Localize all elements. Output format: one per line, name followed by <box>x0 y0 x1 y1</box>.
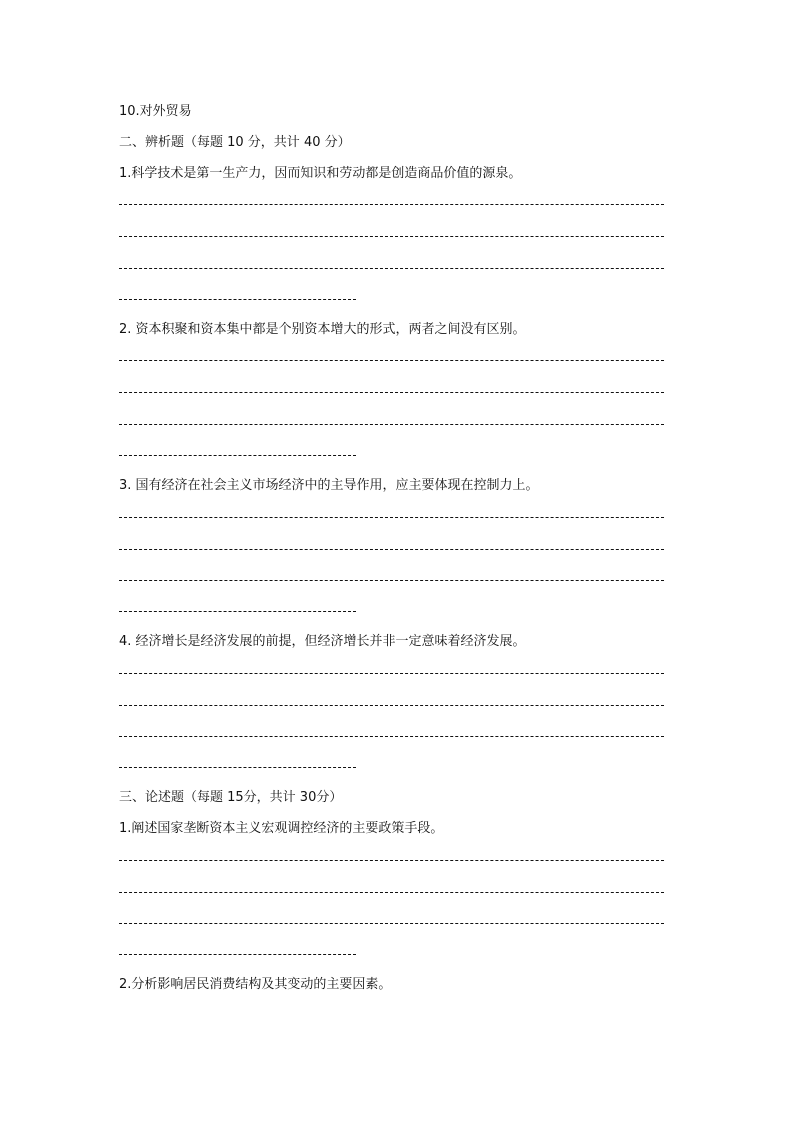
answer-line <box>119 673 664 674</box>
section-2-heading: 二、辨析题（每题 10 分，共计 40 分） <box>119 135 351 150</box>
answer-line-short <box>119 299 356 300</box>
answer-line-short <box>119 611 356 612</box>
answer-line <box>119 580 664 581</box>
item-10-foreign-trade: 10.对外贸易 <box>119 104 192 119</box>
answer-line <box>119 860 664 861</box>
s2-question-3: 3. 国有经济在社会主义市场经济中的主导作用，应主要体现在控制力上。 <box>119 478 539 493</box>
answer-line-short <box>119 455 356 456</box>
answer-line <box>119 517 664 518</box>
section-3-heading: 三、论述题（每题 15分，共计 30分） <box>119 790 343 805</box>
answer-line <box>119 549 664 550</box>
s3-question-2: 2.分析影响居民消费结构及其变动的主要因素。 <box>119 977 392 992</box>
answer-line <box>119 204 664 205</box>
answer-line-short <box>119 954 356 955</box>
answer-line-short <box>119 767 356 768</box>
answer-line <box>119 736 664 737</box>
s2-question-1: 1.科学技术是第一生产力，因而知识和劳动都是创造商品价值的源泉。 <box>119 166 522 181</box>
answer-line <box>119 268 664 269</box>
s2-question-2: 2. 资本积聚和资本集中都是个别资本增大的形式，两者之间没有区别。 <box>119 322 526 337</box>
answer-line <box>119 705 664 706</box>
answer-line <box>119 892 664 893</box>
answer-line <box>119 360 664 361</box>
answer-line <box>119 424 664 425</box>
answer-line <box>119 923 664 924</box>
answer-line <box>119 236 664 237</box>
s3-question-1: 1.阐述国家垄断资本主义宏观调控经济的主要政策手段。 <box>119 821 444 836</box>
s2-question-4: 4. 经济增长是经济发展的前提，但经济增长并非一定意味着经济发展。 <box>119 634 526 649</box>
answer-line <box>119 392 664 393</box>
